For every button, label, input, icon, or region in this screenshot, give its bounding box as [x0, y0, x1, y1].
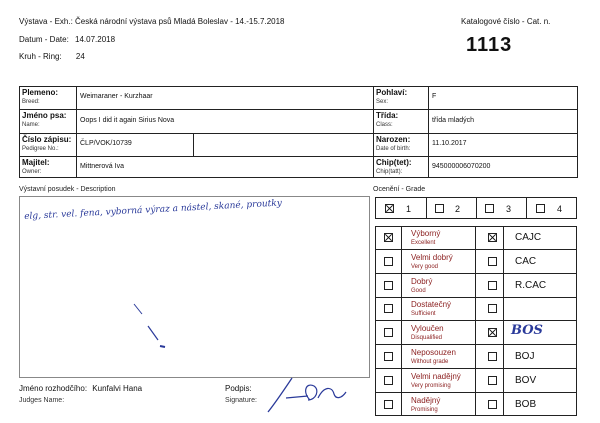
description-pen-marks — [130, 300, 170, 352]
rating-sufficient-en: Sufficient — [411, 311, 436, 317]
signature-sub: Signature: — [225, 397, 257, 404]
rating-good-en: Good — [411, 288, 426, 294]
title-blank-checkbox[interactable] — [488, 304, 497, 313]
title-bos-label: BOS — [511, 323, 543, 338]
title-rcac-label: R.CAC — [515, 280, 547, 291]
owner-sub: Owner: — [22, 169, 42, 175]
rating-very-good-checkbox[interactable] — [384, 257, 393, 266]
title-cac-label: CAC — [515, 256, 537, 267]
placement-2-checkbox[interactable] — [435, 204, 444, 213]
owner-label: Majitel: — [22, 158, 50, 167]
description-handwriting: elg, str. vel. fena, vyborná výraz a nástel, skané, proutky — [24, 198, 283, 222]
judge-name-label: Jméno rozhodčího: — [19, 384, 88, 393]
event-value: Česká národní výstava psů Mladá Boleslav - 14.-15.7.2018 — [75, 17, 285, 26]
ring-label: Kruh - Ring: — [19, 52, 62, 61]
title-boj-checkbox[interactable] — [488, 352, 497, 361]
class-value: třída mladých — [432, 117, 475, 124]
judge-name-sub: Judges Name: — [19, 397, 65, 404]
rating-without-grade-cz: Neposouzen — [411, 348, 456, 357]
title-bov-checkbox[interactable] — [488, 376, 497, 385]
sex-label: Pohlaví: — [376, 88, 408, 97]
placement-2-label: 2 — [455, 204, 461, 214]
rating-without-grade-checkbox[interactable] — [384, 352, 393, 361]
rating-promising-checkbox[interactable] — [384, 400, 393, 409]
pedigree-value: ČLP/VOK/10739 — [80, 140, 132, 147]
birth-value: 11.10.2017 — [432, 140, 467, 147]
judge-signature — [262, 372, 358, 416]
chip-sub: Chip(tatt): — [376, 169, 403, 175]
ratings-grid — [375, 226, 577, 416]
event-row — [19, 17, 284, 27]
birth-sub: Date of birth: — [376, 146, 411, 152]
rating-without-grade-en: Without grade — [411, 359, 449, 365]
title-cajc-label: CAJC — [515, 232, 542, 243]
date-label: Datum - Date: — [19, 35, 69, 44]
rating-very-promising-cz: Velmi nadějný — [411, 372, 461, 381]
breed-label: Plemeno: — [22, 88, 59, 97]
rating-very-promising-checkbox[interactable] — [384, 376, 393, 385]
sex-sub: Sex: — [376, 99, 389, 105]
rating-promising-en: Promising — [411, 407, 438, 413]
dog-name-value: Oops I did it again Sirius Nova — [80, 117, 175, 124]
title-bob-checkbox[interactable] — [488, 400, 497, 409]
date-row — [19, 35, 115, 45]
owner-value: Mittnerová Iva — [80, 163, 124, 170]
judge-name-value: Kunfalvi Hana — [92, 384, 143, 393]
breed-sub: Breed: — [22, 99, 40, 105]
rating-very-promising-en: Very promising — [411, 383, 451, 389]
pedigree-sub: Pedigree No.: — [22, 146, 59, 152]
rating-sufficient-checkbox[interactable] — [384, 304, 393, 313]
rating-disqualified-en: Disqualified — [411, 335, 443, 341]
sex-value: F — [432, 93, 437, 100]
grade-label: Ocenění - Grade — [373, 186, 426, 193]
rating-very-good-cz: Velmi dobrý — [411, 253, 453, 262]
class-sub: Class: — [376, 122, 393, 128]
rating-promising-cz: Nadějný — [411, 396, 441, 405]
breed-value: Weimaraner - Kurzhaar — [80, 93, 153, 100]
rating-excellent-checkbox[interactable] — [384, 233, 393, 242]
pedigree-label: Číslo zápisu: — [22, 135, 72, 144]
dog-name-sub: Name: — [22, 122, 40, 128]
title-rcac-checkbox[interactable] — [488, 281, 497, 290]
ring-row — [19, 52, 85, 62]
catalog-number: 1113 — [466, 34, 513, 56]
placement-1-label: 1 — [406, 204, 412, 214]
rating-disqualified-checkbox[interactable] — [384, 328, 393, 337]
rating-excellent-cz: Výborný — [411, 229, 441, 238]
rating-sufficient-cz: Dostatečný — [411, 300, 452, 309]
title-bos-checkbox[interactable] — [488, 328, 497, 337]
placement-1-checkbox[interactable] — [385, 204, 394, 213]
title-cajc-checkbox[interactable] — [488, 233, 497, 242]
placement-3-label: 3 — [506, 204, 512, 214]
birth-label: Narozen: — [376, 135, 411, 144]
ring-value: 24 — [75, 52, 85, 61]
rating-good-checkbox[interactable] — [384, 281, 393, 290]
placement-4-label: 4 — [557, 204, 563, 214]
dog-name-label: Jméno psa: — [22, 111, 67, 120]
title-bov-label: BOV — [515, 375, 537, 386]
catalog-label: Katalogové číslo - Cat. n. — [461, 17, 551, 26]
title-boj-label: BOJ — [515, 351, 535, 362]
rating-very-good-en: Very good — [411, 264, 439, 270]
rating-disqualified-cz: Vyloučen — [411, 324, 444, 333]
rating-good-cz: Dobrý — [411, 277, 433, 286]
class-label: Třída: — [376, 111, 399, 120]
title-bob-label: BOB — [515, 399, 537, 410]
placement-4-checkbox[interactable] — [536, 204, 545, 213]
placement-3-checkbox[interactable] — [485, 204, 494, 213]
chip-value: 945000006070200 — [432, 163, 491, 170]
description-area — [19, 196, 370, 378]
date-value: 14.07.2018 — [75, 35, 116, 44]
title-cac-checkbox[interactable] — [488, 257, 497, 266]
rating-excellent-en: Excellent — [411, 240, 436, 246]
event-label: Výstava - Exh.: — [19, 17, 73, 26]
judge-name-row — [19, 384, 142, 394]
description-label: Výstavní posudek - Description — [19, 186, 116, 193]
chip-label: Chip(tet): — [376, 158, 412, 167]
signature-label: Podpis: — [225, 384, 252, 393]
